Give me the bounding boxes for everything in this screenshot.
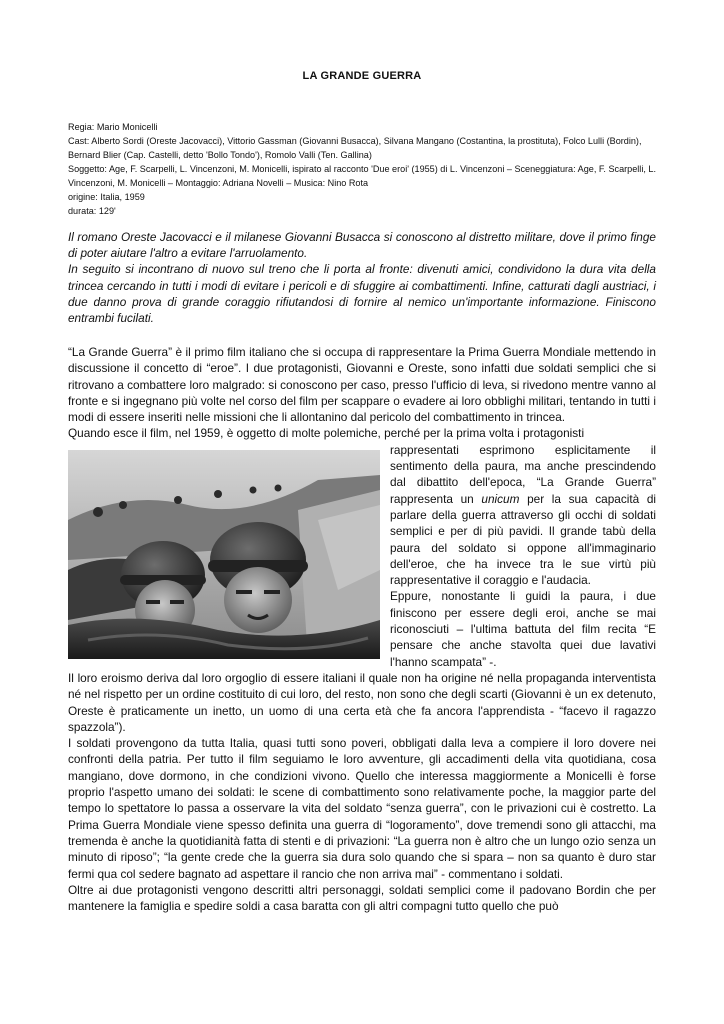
body-paragraph: rappresentati esprimono esplicitamente il sentimento della paura, ma anche prescindendo dal dibattito dell'epoca, “La Grande Guerra” rappresenta un unicum per la sua capacità di parlare della guerra attraverso gli occhi di soldati semplici e per di più pavidi. Il grande tabù della paura del soldato si oppone all'immaginario dell'eroe, che ha invece tra le sue virtù più rappresentative il coraggio e l'audacia.: [390, 442, 657, 588]
film-credits: [68, 120, 656, 218]
article-body: [68, 344, 656, 914]
credit-origin: origine: Italia, 1959: [68, 192, 145, 202]
credit-cast: Cast: Alberto Sordi (Oreste Jacovacci), Vittorio Gassman (Giovanni Busacca), Silvana Mangano (Costantina, la prostituta), Folco Lulli (Bordin), Bernard Blier (Cap. Castelli, detto 'Bollo Tondo'), Romolo Valli (Ten. Gallina): [68, 136, 642, 160]
body-paragraph: Quando esce il film, nel 1959, è oggetto di molte polemiche, perché per la prima volta i protagonisti: [68, 426, 585, 441]
document-title: LA GRANDE GUERRA: [302, 70, 422, 82]
synopsis: [68, 229, 656, 326]
synopsis-paragraph: In seguito si incontrano di nuovo sul treno che li porta al fronte: divenuti amici, condividono la dura vita della trincea cercando in tutti i modi di evitare i pericoli e di sfuggire ai combattimenti. Infine, catturati dagli austriaci, i due danno prova di grande coraggio rifiutandosi di fornire al nemico un'importante informazione. Finiscono entrambi fucilati.: [68, 262, 656, 326]
emphasis-unicum: unicum: [481, 491, 520, 506]
credit-duration: durata: 129': [68, 206, 116, 216]
body-paragraph: Il loro eroismo deriva dal loro orgoglio di essere italiani il quale non ha origine né nella propaganda interventista né nel rispetto per un ordine costituito di cui loro, del resto, non sono che degli scarti (Giovanni è un ex detenuto, Oreste è praticamente un inetto, un uomo di una certa età che fa ancora l'apprendista - “facevo il ragazzo spazzola”).: [68, 670, 656, 734]
film-still-image: [68, 450, 380, 659]
synopsis-paragraph: Il romano Oreste Jacovacci e il milanese Giovanni Busacca si conoscono al distretto militare, dove il primo finge di poter aiutare l'altro a evitare l'arruolamento.: [68, 230, 656, 261]
credit-screenplay: Soggetto: Age, F. Scarpelli, L. Vincenzoni, M. Monicelli, ispirato al racconto 'Due eroi' (1955) di L. Vincenzoni – Sceneggiatura: Age, F. Scarpelli, L. Vincenzoni, M. Monicelli – Montaggio: Adriana Novelli – Musica: Nino Rota: [68, 164, 656, 188]
body-paragraph: Eppure, nonostante li guidi la paura, i due finiscono per essere degli eroi, anche se mai riconosciuti – l'ultima battuta del film recita “E pensare che anche stavolta quei due lavativi l'hanno scampata” -.: [390, 589, 656, 669]
credit-director: Regia: Mario Monicelli: [68, 122, 158, 132]
body-paragraph: I soldati provengono da tutta Italia, quasi tutti sono poveri, obbligati dalla leva a compiere il loro dovere nei confronti della patria. Per tutto il film seguiamo le loro avventure, gli accadimenti della vita quotidiana, cosa mangiano, dove dormono, in che condizioni vivono. Quello che interessa maggiormente a Monicelli è forse proprio l'aspetto umano dei soldati: le scene di combattimento sono relativamente poche, la maggior parte del tempo lo spettatore lo passa a osservare la vita del soldato “senza guerra”, con le privazioni cui è costretto. La Prima Guerra Mondiale viene spesso definita una guerra di “logoramento”, dove tremendi sono gli attacchi, ma tremenda è anche la quotidianità fatta di stenti e di privazioni: “La guerra non è altro che un lungo ozio senza un minuto di riposo”; “la gente crede che la guerra sia dura solo quando che si spara – non sa quanto è duro star fermi qua col sedere bagnato ad aspettare il rancio che non arriva mai” - commentano i soldati.: [68, 736, 656, 881]
body-paragraph: “La Grande Guerra” è il primo film italiano che si occupa di rappresentare la Prima Guerra Mondiale mettendo in discussione il concetto di “eroe”. I due protagonisti, Giovanni e Oreste, sono infatti due soldati semplici che si ritrovano a combattere loro malgrado: si conoscono per caso, presso l'ufficio di leva, si rivedono mentre vanno al fronte e si ingegnano più volte nel corso del film per scappare o evadere ai loro obblighi militari, tentando in tutti i modi di essere inseriti nelle missioni che li allontanino dal pericolo del combattimento in trincea.: [68, 345, 656, 425]
body-paragraph: Oltre ai due protagonisti vengono descritti altri personaggi, soldati semplici come il padovano Bordin che per mantenere la famiglia e spedire soldi a casa baratta con gli altri compagni tutto quello che può: [68, 882, 656, 914]
